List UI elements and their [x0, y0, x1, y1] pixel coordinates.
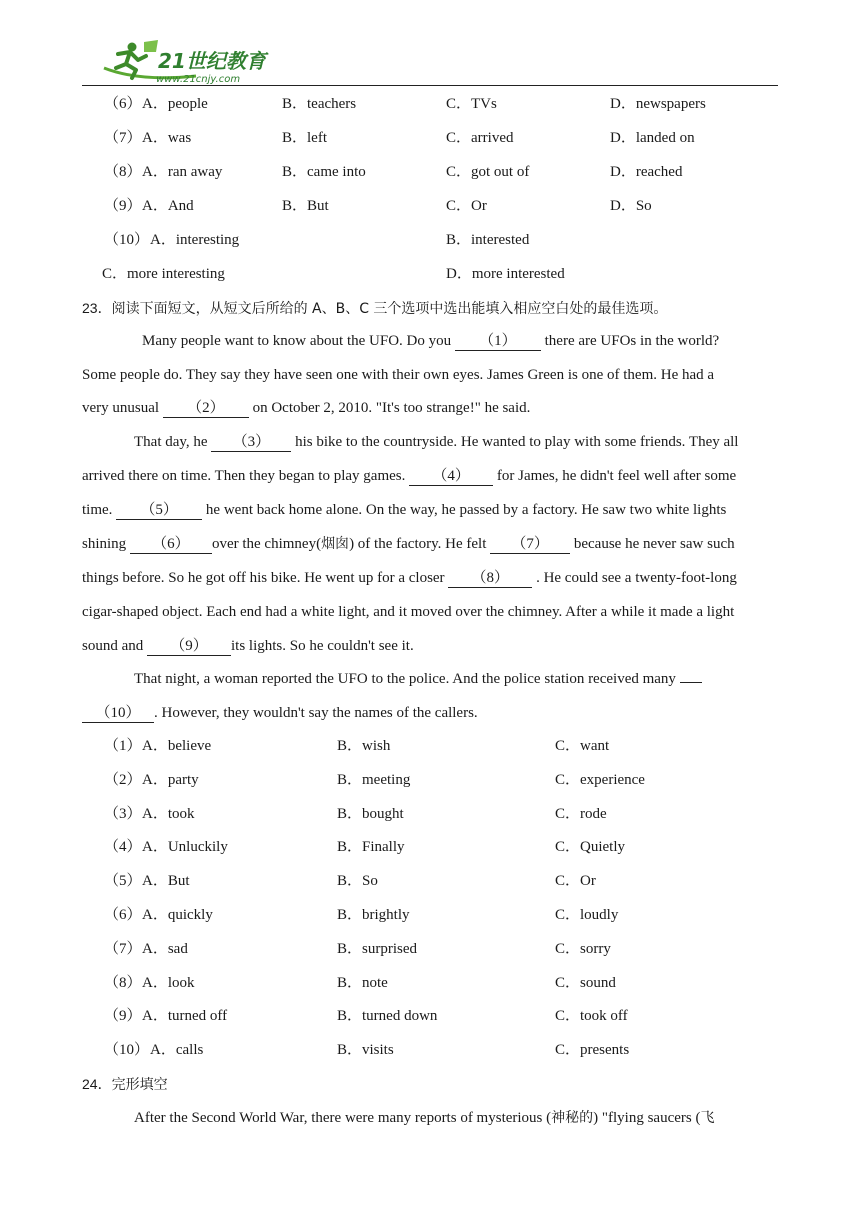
option-b: B．left	[282, 130, 327, 146]
option-num: （5）	[104, 873, 142, 889]
blank-6: （6）	[130, 535, 212, 554]
passage-line: That day, he （3） his bike to the countryside. He wanted to play with some friends. They all	[134, 434, 739, 450]
passage-line: （10） . However, they wouldn't say the names of the callers.	[82, 703, 778, 723]
option-a: A．Unluckily	[142, 839, 228, 855]
blank-2: （2）	[163, 399, 249, 418]
option-d: D．landed on	[610, 130, 695, 146]
blank-9: （9）	[147, 637, 231, 656]
option-num: （6）	[104, 907, 142, 923]
passage-line: time. （5） he went back home alone. On the way, he passed by a factory. He saw two white lights	[82, 502, 727, 518]
option-num: （8）	[104, 164, 142, 180]
question-instruction: 阅读下面短文，从短文后所给的 A、B、C 三个选项中选出能填入相应空白处的最佳选项。	[111, 301, 668, 317]
option-num: （2）	[104, 772, 142, 788]
option-b: B．note	[337, 975, 388, 991]
passage-line: Many people want to know about the UFO. Do you （1） there are UFOs in the world?	[142, 333, 720, 349]
option-c: C．rode	[555, 806, 607, 822]
passage-line: cigar-shaped object. Each end had a white light, and it moved over the chimney. After a while it made a light	[82, 604, 735, 620]
option-c: C．got out of	[446, 164, 530, 180]
option-a: A．ran away	[142, 164, 223, 180]
option-b: B．But	[282, 198, 329, 214]
option-num: （8）	[104, 975, 142, 991]
option-b: B．So	[337, 873, 378, 889]
option-b: B．interested	[446, 232, 530, 248]
option-num: （6）	[104, 96, 142, 112]
option-a: A．But	[142, 873, 190, 889]
question-24-heading	[82, 1074, 168, 1095]
option-b: B．turned down	[337, 1008, 438, 1024]
option-c: C．took off	[555, 1008, 628, 1024]
blank-8: （8）	[448, 569, 532, 588]
option-c: C．want	[555, 738, 610, 754]
question-number: 23．	[82, 300, 112, 316]
question-number: 24．	[82, 1076, 112, 1092]
option-d: D．reached	[610, 164, 683, 180]
option-num: （1）	[104, 738, 142, 754]
option-b: B．teachers	[282, 96, 357, 112]
blank-5: （5）	[116, 501, 202, 520]
option-c: C．presents	[555, 1042, 630, 1058]
option-b: B．meeting	[337, 772, 411, 788]
blank-4: （4）	[409, 467, 493, 486]
option-num: （9）	[104, 1008, 142, 1024]
passage-line: That night, a woman reported the UFO to the police. And the police station received many	[82, 669, 778, 689]
passage-line: After the Second World War, there were many reports of mysterious (神秘的) "flying saucers (飞	[134, 1110, 715, 1126]
question-title: 完形填空	[111, 1077, 168, 1093]
option-c: C．arrived	[446, 130, 514, 146]
passage-line: Some people do. They say they have seen one with their own eyes. James Green is one of them. He had a	[82, 367, 715, 383]
logo-21cnjy	[100, 38, 270, 86]
option-c: C．sorry	[555, 941, 611, 957]
option-c: C．TVs	[446, 96, 497, 112]
option-d: D．more interested	[446, 266, 565, 282]
option-a: A．quickly	[142, 907, 213, 923]
option-c: C．Quietly	[555, 839, 625, 855]
option-num: （7）	[104, 941, 142, 957]
passage-line: things before. So he got off his bike. He went up for a closer （8） . He could see a twenty-foot-long	[82, 570, 737, 586]
option-b: B．visits	[337, 1042, 394, 1058]
option-c: C．loudly	[555, 907, 619, 923]
option-c: C．sound	[555, 975, 616, 991]
option-b: B．Finally	[337, 839, 405, 855]
header-rule	[82, 85, 778, 86]
option-d: D．newspapers	[610, 96, 706, 112]
option-d: D．So	[610, 198, 652, 214]
option-num: （10）	[104, 1042, 150, 1058]
option-b: B．came into	[282, 164, 366, 180]
passage-line: sound and （9） its lights. So he couldn't see it.	[82, 638, 414, 654]
option-c: C．Or	[446, 198, 487, 214]
option-a: A．And	[142, 198, 194, 214]
option-a: A．took	[142, 806, 195, 822]
option-c: C．Or	[555, 873, 596, 889]
passage-line: arrived there on time. Then they began to play games. （4） for James, he didn't feel well after some	[82, 468, 737, 484]
blank-3: （3）	[211, 433, 291, 452]
option-a: A．look	[142, 975, 195, 991]
svg-text:21世纪教育: 21世纪教育	[158, 49, 266, 73]
option-num: （4）	[104, 839, 142, 855]
option-num: （10）	[104, 232, 150, 248]
option-c: C．more interesting	[102, 266, 225, 282]
option-num: （9）	[104, 198, 142, 214]
option-a: A．sad	[142, 941, 188, 957]
option-a: A．turned off	[142, 1008, 228, 1024]
passage-line: very unusual （2） on October 2, 2010. "It's too strange!" he said.	[82, 400, 531, 416]
option-b: B．wish	[337, 738, 391, 754]
option-num: （7）	[104, 130, 142, 146]
svg-text:www.21cnjy.com: www.21cnjy.com	[156, 74, 241, 85]
option-num: （3）	[104, 806, 142, 822]
passage-line: shining （6） over the chimney(烟囱) of the factory. He felt （7） because he never saw such	[82, 536, 735, 552]
option-b: B．brightly	[337, 907, 410, 923]
blank-10: （10）	[82, 704, 154, 723]
option-a: A．party	[142, 772, 199, 788]
option-c: C．experience	[555, 772, 645, 788]
blank-1: （1）	[455, 332, 541, 351]
option-a: A．interesting	[150, 232, 240, 248]
page-header	[0, 0, 860, 86]
option-a: A．people	[142, 96, 208, 112]
blank-10-start	[680, 682, 702, 683]
option-b: B．surprised	[337, 941, 417, 957]
option-a: A．calls	[150, 1042, 204, 1058]
option-a: A．was	[142, 130, 192, 146]
blank-7: （7）	[490, 535, 570, 554]
option-a: A．believe	[142, 738, 212, 754]
question-23-heading	[82, 298, 667, 319]
option-b: B．bought	[337, 806, 404, 822]
